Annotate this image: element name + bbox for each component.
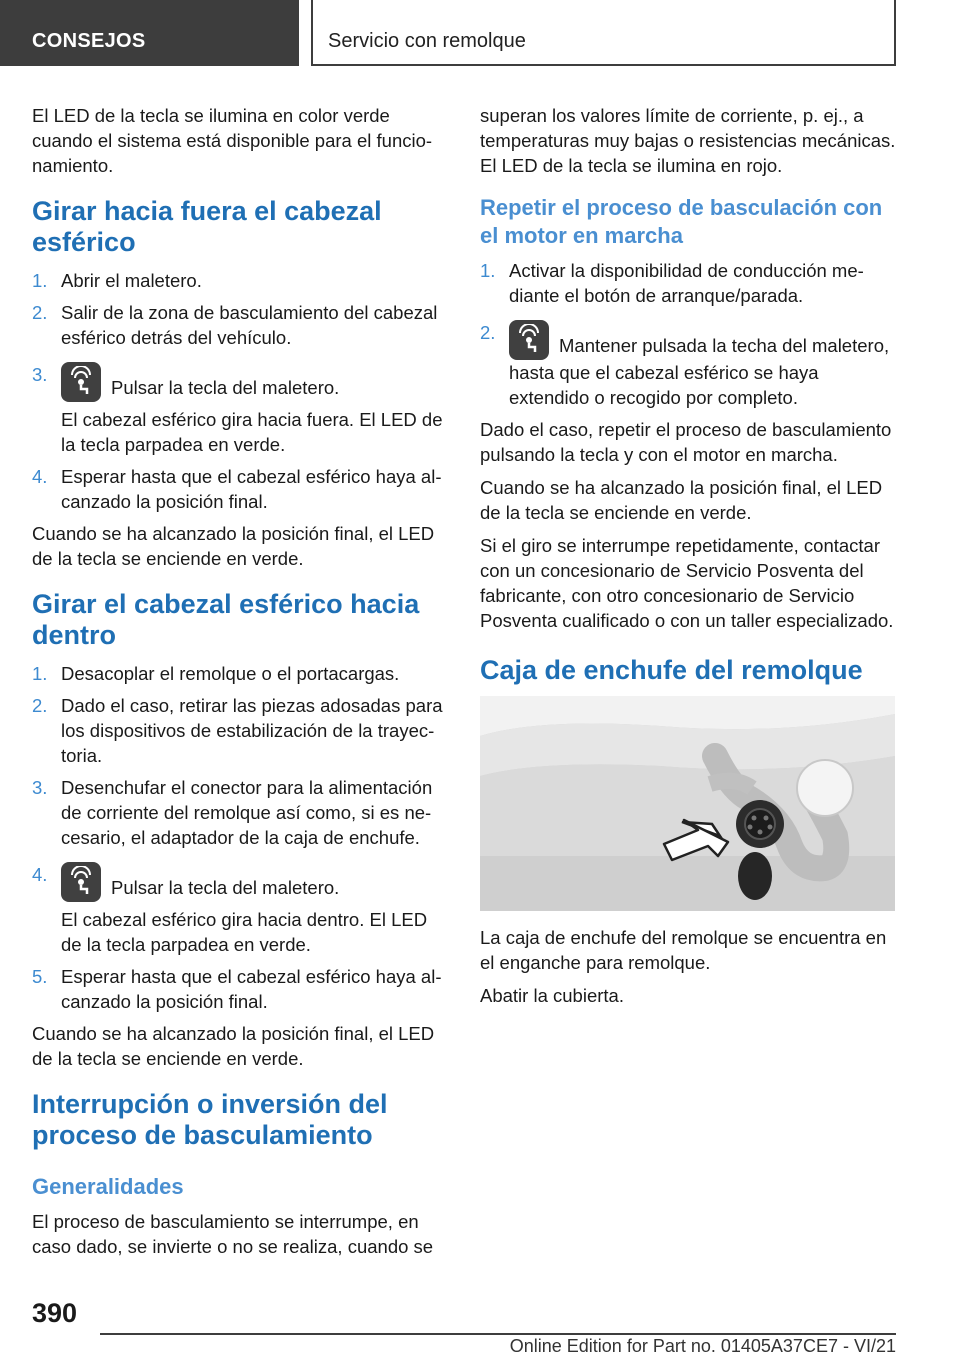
list-item: 2. Salir de la zona de basculamiento del cabezal esférico detrás del vehículo. (32, 302, 438, 348)
swing-out-result: Cuando se ha alcanzado la posición final, el LED de la tecla se enciende en verde. (32, 523, 435, 569)
heading-repeat: Repetir el proceso de basculación con el motor en marcha (480, 195, 883, 248)
repeat-steps (480, 258, 896, 410)
swing-in-result: Cuando se ha alcanzado la posición final, el LED de la tecla se enciende en verde. (32, 1023, 435, 1069)
tow-hitch-key-icon (61, 362, 101, 402)
list-item: 5. Esperar hasta que el cabezal esférico haya alcanzado la posición final. (32, 966, 442, 1012)
list-item: 1. Activar la disponibilidad de conducción mediante el botón de arranque/parada. (480, 260, 864, 306)
cover-paragraph: Abatir la cubierta. (480, 985, 624, 1006)
list-item: 4. Pulsar la tecla del maletero. El cabezal esférico gira hacia dentro. El LED de la tecla parpadea en verde. (32, 864, 428, 955)
tow-hitch-key-icon (61, 862, 101, 902)
swing-in-steps (32, 661, 448, 1014)
right-column (480, 103, 896, 1016)
list-item: 3. Pulsar la tecla del maletero. El cabezal esférico gira hacia fuera. El LED de la tecla parpadea en verde. (32, 364, 443, 455)
heading-interruption: Interrupción o inversión del proceso de basculamiento (32, 1089, 388, 1150)
heading-general: Generalidades (32, 1174, 184, 1199)
tow-hitch-socket-figure (480, 696, 895, 911)
list-item: 3. Desenchufar el conector para la alimentación de corriente del remolque así como, si es necesario, el adaptador de la caja de enchufe. (32, 777, 433, 848)
general-paragraph: El proceso de basculamiento se interrumpe, en caso dado, se invierte o no se realiza, cuando se (32, 1211, 434, 1257)
continued-paragraph: superan los valores límite de corriente, p. ej., a temperaturas muy bajas o resistencias mecánicas. El LED de la tecla se ilumina en rojo. (480, 105, 896, 176)
left-column (32, 103, 448, 1267)
footer-divider (100, 1333, 896, 1335)
section-tab: CONSEJOS (0, 0, 299, 66)
page-number: 390 (32, 1298, 78, 1328)
heading-socket: Caja de enchufe del remolque (480, 655, 863, 685)
page-title: Servicio con remolque (311, 0, 896, 66)
heading-swing-in: Girar el cabezal esférico hacia dentro (32, 589, 420, 650)
intro-paragraph: El LED de la tecla se ilumina en color verde cuando el sistema está disponible para el funcionamiento. (32, 105, 433, 176)
list-item: 1. Abrir el maletero. (32, 270, 202, 291)
result-paragraph: Cuando se ha alcanzado la posición final, el LED de la tecla se enciende en verde. (480, 477, 883, 523)
heading-swing-out: Girar hacia fuera el cabezal esférico (32, 196, 382, 257)
list-item: 4. Esperar hasta que el cabezal esférico haya alcanzado la posición final. (32, 466, 442, 512)
list-item: 2. Dado el caso, retirar las piezas adosadas para los dispositivos de estabilización de la trayectoria. (32, 695, 443, 766)
swing-out-steps (32, 268, 448, 514)
repeat-paragraph: Dado el caso, repetir el proceso de basculamiento pulsando la tecla y con el motor en marcha. (480, 419, 892, 465)
footer-edition: Online Edition for Part no. 01405A37CE7 - VI/21 (509, 1336, 896, 1356)
socket-paragraph: La caja de enchufe del remolque se encuentra en el enganche para remolque. (480, 927, 887, 973)
page-header (0, 0, 960, 66)
list-item: 1. Desacoplar el remolque o el portacargas. (32, 663, 400, 684)
tow-hitch-key-icon (509, 320, 549, 360)
list-item: 2. Mantener pulsada la techa del maletero, hasta que el cabezal esférico se haya extendido o recogido por completo. (480, 322, 890, 408)
service-paragraph: Si el giro se interrumpe repetidamente, contactar con un concesionario de Servicio Posventa del fabricante, con otro concesionario de Servicio Posventa cualificado o con un taller especializado. (480, 535, 894, 631)
